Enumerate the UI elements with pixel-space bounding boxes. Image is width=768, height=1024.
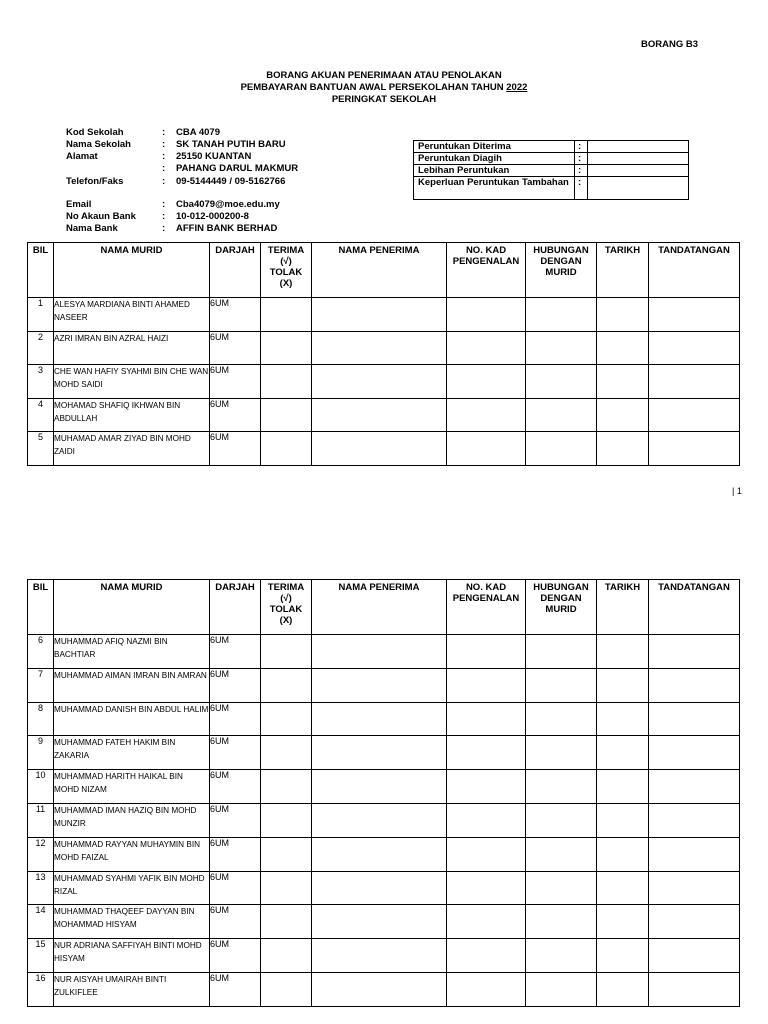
row-number: 9	[28, 736, 54, 770]
row-number: 1	[28, 298, 54, 332]
header-tick-mark: (√)	[280, 256, 292, 267]
row-number: 13	[28, 871, 54, 905]
table-row	[28, 972, 740, 1006]
accept-reject-cell[interactable]	[261, 939, 312, 973]
student-class: 6UM	[210, 803, 261, 837]
info-value: 09-5144449 / 09-5162766	[176, 176, 286, 187]
date-cell[interactable]	[597, 635, 649, 669]
signature-cell[interactable]	[649, 702, 740, 736]
form-code: BORANG B3	[641, 39, 699, 50]
table-header-row	[28, 243, 740, 298]
allocation-colon: :	[575, 153, 588, 165]
student-class: 6UM	[210, 905, 261, 939]
signature-cell[interactable]	[649, 972, 740, 1006]
recipient-name-cell[interactable]	[312, 298, 447, 332]
row-number: 4	[28, 398, 54, 432]
recipient-name-cell[interactable]	[312, 635, 447, 669]
info-value: 25150 KUANTAN	[176, 151, 252, 162]
ic-number-cell[interactable]	[447, 905, 526, 939]
info-label: Alamat	[66, 151, 98, 162]
recipient-name-cell[interactable]	[312, 837, 447, 871]
relationship-cell[interactable]	[526, 837, 597, 871]
allocation-label: Peruntukan Diagih	[414, 153, 575, 165]
signature-cell[interactable]	[649, 365, 740, 399]
student-name: MUHAMMAD RAYYAN MUHAYMIN BIN MOHD FAIZAL	[54, 837, 210, 871]
page-number: | 1	[732, 486, 742, 496]
ic-number-cell[interactable]	[447, 837, 526, 871]
student-table-page2	[27, 579, 740, 1007]
header-tarikh: TARIKH	[597, 243, 649, 298]
table-row	[28, 736, 740, 770]
signature-cell[interactable]	[649, 668, 740, 702]
date-cell[interactable]	[597, 702, 649, 736]
table-row	[28, 770, 740, 804]
signature-cell[interactable]	[649, 635, 740, 669]
info-colon: :	[162, 176, 166, 187]
relationship-cell[interactable]	[526, 702, 597, 736]
allocation-value[interactable]	[588, 177, 689, 200]
student-name: MUHAMMAD IMAN HAZIQ BIN MOHD MUNZIR	[54, 803, 210, 837]
allocation-value[interactable]	[588, 165, 689, 177]
table-row	[28, 432, 740, 466]
relationship-cell[interactable]	[526, 770, 597, 804]
student-name: NUR AISYAH UMAIRAH BINTI ZULKIFLEE	[54, 972, 210, 1006]
student-name: MUHAMMAD THAQEEF DAYYAN BIN MOHAMMAD HISYAM	[54, 905, 210, 939]
row-number: 12	[28, 837, 54, 871]
recipient-name-cell[interactable]	[312, 668, 447, 702]
ic-number-cell[interactable]	[447, 736, 526, 770]
allocation-value[interactable]	[588, 153, 689, 165]
header-nama-murid: NAMA MURID	[54, 243, 210, 298]
header-tarikh: TARIKH	[597, 580, 649, 635]
student-class: 6UM	[210, 837, 261, 871]
info-colon: :	[162, 163, 166, 174]
table-row	[28, 702, 740, 736]
header-tolak: TOLAK	[269, 267, 303, 278]
student-class: 6UM	[210, 432, 261, 466]
student-class: 6UM	[210, 736, 261, 770]
date-cell[interactable]	[597, 803, 649, 837]
table-row	[28, 331, 740, 365]
student-class: 6UM	[210, 702, 261, 736]
student-class: 6UM	[210, 398, 261, 432]
date-cell[interactable]	[597, 398, 649, 432]
info-label: No Akaun Bank	[66, 211, 136, 222]
accept-reject-cell[interactable]	[261, 736, 312, 770]
signature-cell[interactable]	[649, 837, 740, 871]
date-cell[interactable]	[597, 365, 649, 399]
ic-number-cell[interactable]	[447, 803, 526, 837]
date-cell[interactable]	[597, 770, 649, 804]
accept-reject-cell[interactable]	[261, 298, 312, 332]
signature-cell[interactable]	[649, 905, 740, 939]
relationship-cell[interactable]	[526, 365, 597, 399]
recipient-name-cell[interactable]	[312, 871, 447, 905]
student-name: MOHAMAD SHAFIQ IKHWAN BIN ABDULLAH	[54, 398, 210, 432]
student-table-page1	[27, 242, 740, 466]
table-row	[28, 635, 740, 669]
recipient-name-cell[interactable]	[312, 702, 447, 736]
info-value: AFFIN BANK BERHAD	[176, 223, 278, 234]
allocation-label: Peruntukan Diterima	[414, 141, 575, 153]
accept-reject-cell[interactable]	[261, 803, 312, 837]
accept-reject-cell[interactable]	[261, 668, 312, 702]
row-number: 3	[28, 365, 54, 399]
info-value: CBA 4079	[176, 127, 221, 138]
signature-cell[interactable]	[649, 432, 740, 466]
recipient-name-cell[interactable]	[312, 905, 447, 939]
student-name: MUHAMMAD HARITH HAIKAL BIN MOHD NIZAM	[54, 770, 210, 804]
header-nama-penerima: NAMA PENERIMA	[312, 243, 447, 298]
table-row	[28, 837, 740, 871]
date-cell[interactable]	[597, 432, 649, 466]
signature-cell[interactable]	[649, 298, 740, 332]
relationship-cell[interactable]	[526, 298, 597, 332]
row-number: 7	[28, 668, 54, 702]
form-title-line2-text: PEMBAYARAN BANTUAN AWAL PERSEKOLAHAN TAHUN	[240, 82, 507, 93]
recipient-name-cell[interactable]	[312, 972, 447, 1006]
table-row	[28, 398, 740, 432]
signature-cell[interactable]	[649, 736, 740, 770]
relationship-cell[interactable]	[526, 398, 597, 432]
allocation-row	[414, 141, 689, 153]
date-cell[interactable]	[597, 668, 649, 702]
recipient-name-cell[interactable]	[312, 365, 447, 399]
header-tick-mark: (√)	[280, 593, 292, 604]
relationship-cell[interactable]	[526, 871, 597, 905]
student-class: 6UM	[210, 770, 261, 804]
signature-cell[interactable]	[649, 939, 740, 973]
ic-number-cell[interactable]	[447, 770, 526, 804]
ic-number-cell[interactable]	[447, 939, 526, 973]
recipient-name-cell[interactable]	[312, 398, 447, 432]
accept-reject-cell[interactable]	[261, 365, 312, 399]
recipient-name-cell[interactable]	[312, 736, 447, 770]
student-name: NUR ADRIANA SAFFIYAH BINTI MOHD HISYAM	[54, 939, 210, 973]
info-label: Nama Sekolah	[66, 139, 131, 150]
row-number: 11	[28, 803, 54, 837]
info-colon: :	[162, 199, 166, 210]
info-value: Cba4079@moe.edu.my	[176, 199, 280, 210]
student-name: MUHAMMAD DANISH BIN ABDUL HALIM	[54, 702, 210, 736]
student-class: 6UM	[210, 972, 261, 1006]
info-colon: :	[162, 223, 166, 234]
allocation-table	[413, 140, 689, 200]
row-number: 6	[28, 635, 54, 669]
header-bil: BIL	[28, 243, 54, 298]
row-number: 14	[28, 905, 54, 939]
table-row	[28, 905, 740, 939]
info-label: Telefon/Faks	[66, 176, 124, 187]
student-name: MUHAMMAD SYAHMI YAFIK BIN MOHD RIZAL	[54, 871, 210, 905]
relationship-cell[interactable]	[526, 331, 597, 365]
ic-number-cell[interactable]	[447, 871, 526, 905]
header-nama-penerima: NAMA PENERIMA	[312, 580, 447, 635]
row-number: 16	[28, 972, 54, 1006]
relationship-cell[interactable]	[526, 736, 597, 770]
info-value: 10-012-000200-8	[176, 211, 249, 222]
row-number: 8	[28, 702, 54, 736]
date-cell[interactable]	[597, 871, 649, 905]
info-value: SK TANAH PUTIH BARU	[176, 139, 286, 150]
student-name: CHE WAN HAFIY SYAHMI BIN CHE WAN MOHD SAIDI	[54, 365, 210, 399]
ic-number-cell[interactable]	[447, 668, 526, 702]
student-name: MUHAMMAD FATEH HAKIM BIN ZAKARIA	[54, 736, 210, 770]
info-label: Nama Bank	[66, 223, 118, 234]
header-tandatangan: TANDATANGAN	[649, 580, 740, 635]
ic-number-cell[interactable]	[447, 298, 526, 332]
allocation-row	[414, 165, 689, 177]
accept-reject-cell[interactable]	[261, 770, 312, 804]
info-colon: :	[162, 139, 166, 150]
student-name: MUHAMAD AMAR ZIYAD BIN MOHD ZAIDI	[54, 432, 210, 466]
accept-reject-cell[interactable]	[261, 432, 312, 466]
form-title-line3: PERINGKAT SEKOLAH	[331, 94, 437, 105]
table-header-row	[28, 580, 740, 635]
header-no-kad: NO. KAD PENGENALAN	[447, 580, 526, 635]
allocation-label: Lebihan Peruntukan	[414, 165, 575, 177]
date-cell[interactable]	[597, 736, 649, 770]
ic-number-cell[interactable]	[447, 972, 526, 1006]
info-colon: :	[162, 127, 166, 138]
header-terima: TERIMA	[267, 245, 305, 256]
signature-cell[interactable]	[649, 871, 740, 905]
recipient-name-cell[interactable]	[312, 432, 447, 466]
table-row	[28, 939, 740, 973]
header-bil: BIL	[28, 580, 54, 635]
ic-number-cell[interactable]	[447, 432, 526, 466]
signature-cell[interactable]	[649, 770, 740, 804]
student-class: 6UM	[210, 668, 261, 702]
signature-cell[interactable]	[649, 331, 740, 365]
header-nama-murid: NAMA MURID	[54, 580, 210, 635]
recipient-name-cell[interactable]	[312, 803, 447, 837]
info-value: PAHANG DARUL MAKMUR	[176, 163, 299, 174]
header-terima: TERIMA	[267, 582, 305, 593]
row-number: 2	[28, 331, 54, 365]
header-terima-tolak	[261, 580, 312, 635]
header-darjah: DARJAH	[210, 243, 261, 298]
student-name: MUHAMMAD AFIQ NAZMI BIN BACHTIAR	[54, 635, 210, 669]
header-cross-mark: (X)	[279, 278, 293, 289]
header-tandatangan: TANDATANGAN	[649, 243, 740, 298]
relationship-cell[interactable]	[526, 972, 597, 1006]
table-row	[28, 365, 740, 399]
date-cell[interactable]	[597, 939, 649, 973]
header-hubungan: HUBUNGAN DENGAN MURID	[526, 580, 597, 635]
info-colon: :	[162, 151, 166, 162]
info-label: Kod Sekolah	[66, 127, 124, 138]
header-cross-mark: (X)	[279, 615, 293, 626]
accept-reject-cell[interactable]	[261, 635, 312, 669]
student-class: 6UM	[210, 298, 261, 332]
recipient-name-cell[interactable]	[312, 331, 447, 365]
header-terima-tolak	[261, 243, 312, 298]
table-row	[28, 871, 740, 905]
table-row	[28, 803, 740, 837]
student-class: 6UM	[210, 365, 261, 399]
student-name: MUHAMMAD AIMAN IMRAN BIN AMRAN	[54, 668, 210, 702]
allocation-row	[414, 153, 689, 165]
allocation-row	[414, 177, 689, 200]
table-row	[28, 298, 740, 332]
header-no-kad: NO. KAD PENGENALAN	[447, 243, 526, 298]
recipient-name-cell[interactable]	[312, 939, 447, 973]
date-cell[interactable]	[597, 905, 649, 939]
accept-reject-cell[interactable]	[261, 837, 312, 871]
student-class: 6UM	[210, 939, 261, 973]
ic-number-cell[interactable]	[447, 398, 526, 432]
date-cell[interactable]	[597, 298, 649, 332]
form-title-line1: BORANG AKUAN PENERIMAAN ATAU PENOLAKAN	[266, 70, 502, 81]
accept-reject-cell[interactable]	[261, 905, 312, 939]
student-class: 6UM	[210, 635, 261, 669]
table-row	[28, 668, 740, 702]
allocation-colon: :	[575, 141, 588, 153]
accept-reject-cell[interactable]	[261, 702, 312, 736]
date-cell[interactable]	[597, 331, 649, 365]
recipient-name-cell[interactable]	[312, 770, 447, 804]
signature-cell[interactable]	[649, 398, 740, 432]
signature-cell[interactable]	[649, 803, 740, 837]
relationship-cell[interactable]	[526, 635, 597, 669]
accept-reject-cell[interactable]	[261, 871, 312, 905]
date-cell[interactable]	[597, 972, 649, 1006]
accept-reject-cell[interactable]	[261, 398, 312, 432]
student-name: ALESYA MARDIANA BINTI AHAMED NASEER	[54, 298, 210, 332]
ic-number-cell[interactable]	[447, 702, 526, 736]
allocation-value[interactable]	[588, 141, 689, 153]
info-label: Email	[66, 199, 92, 210]
date-cell[interactable]	[597, 837, 649, 871]
row-number: 10	[28, 770, 54, 804]
ic-number-cell[interactable]	[447, 635, 526, 669]
ic-number-cell[interactable]	[447, 365, 526, 399]
allocation-label: Keperluan Peruntukan Tambahan	[414, 177, 575, 200]
student-class: 6UM	[210, 331, 261, 365]
row-number: 15	[28, 939, 54, 973]
ic-number-cell[interactable]	[447, 331, 526, 365]
header-darjah: DARJAH	[210, 580, 261, 635]
row-number: 5	[28, 432, 54, 466]
relationship-cell[interactable]	[526, 432, 597, 466]
relationship-cell[interactable]	[526, 803, 597, 837]
accept-reject-cell[interactable]	[261, 331, 312, 365]
relationship-cell[interactable]	[526, 939, 597, 973]
relationship-cell[interactable]	[526, 905, 597, 939]
student-name: AZRI IMRAN BIN AZRAL HAIZI	[54, 331, 210, 365]
info-colon: :	[162, 211, 166, 222]
student-class: 6UM	[210, 871, 261, 905]
form-title-year: 2022	[506, 82, 528, 93]
allocation-colon: :	[575, 165, 588, 177]
allocation-colon: :	[575, 177, 588, 200]
header-tolak: TOLAK	[269, 604, 303, 615]
accept-reject-cell[interactable]	[261, 972, 312, 1006]
header-hubungan: HUBUNGAN DENGAN MURID	[526, 243, 597, 298]
relationship-cell[interactable]	[526, 668, 597, 702]
